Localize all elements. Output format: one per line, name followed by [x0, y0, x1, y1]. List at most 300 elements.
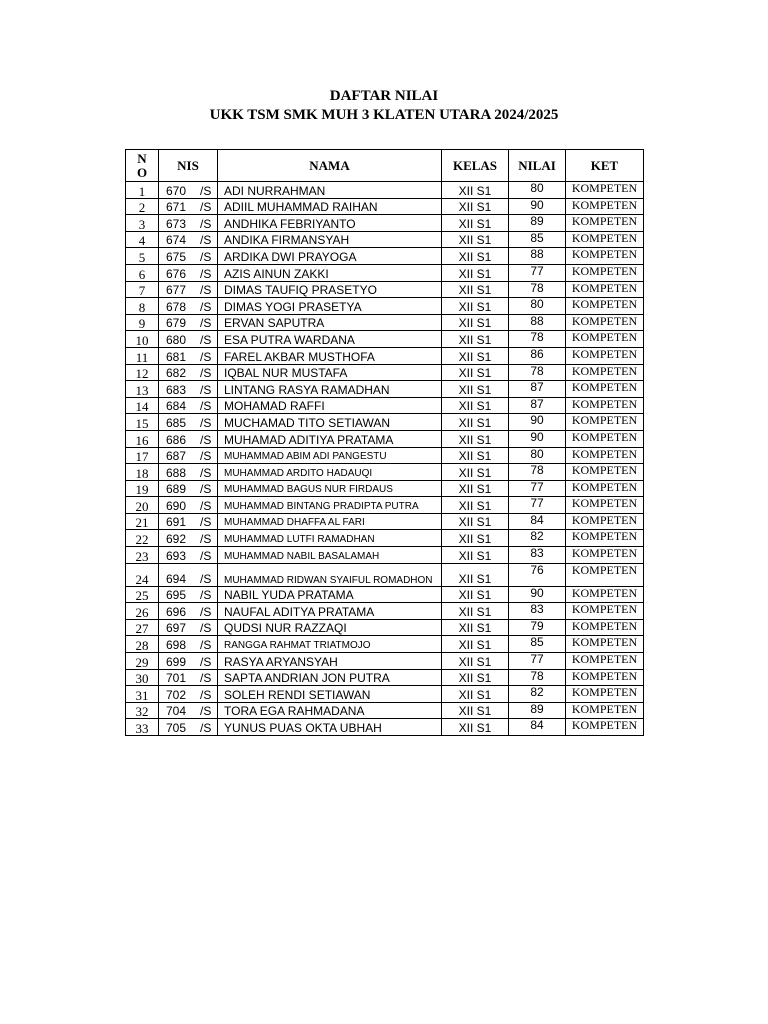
cell-nis [159, 381, 218, 398]
cell-kelas: XII S1 [442, 619, 509, 636]
cell-nilai: 82 [509, 686, 566, 703]
cell-no: 18 [126, 464, 159, 481]
cell-ket: KOMPETEN [566, 563, 644, 586]
cell-kelas: XII S1 [442, 563, 509, 586]
cell-no: 29 [126, 653, 159, 670]
cell-ket: KOMPETEN [566, 497, 644, 514]
cell-nilai: 88 [509, 314, 566, 331]
cell-kelas: XII S1 [442, 636, 509, 653]
nis-suffix: /S [200, 548, 212, 563]
nis-number: 691 [166, 515, 187, 530]
cell-nis [159, 447, 218, 464]
cell-kelas: XII S1 [442, 331, 509, 348]
cell-kelas: XII S1 [442, 464, 509, 481]
nis-number: 676 [166, 266, 187, 281]
cell-no: 16 [126, 430, 159, 447]
document-subtitle: UKK TSM SMK MUH 3 KLATEN UTARA 2024/2025 [209, 107, 559, 123]
nis-suffix: /S [200, 604, 212, 619]
cell-nama: SAPTA ANDRIAN JON PUTRA [218, 669, 442, 686]
table-row [126, 364, 644, 381]
nis-number: 695 [166, 588, 187, 603]
table-row [126, 397, 644, 414]
nis-suffix: /S [200, 621, 212, 636]
cell-kelas: XII S1 [442, 447, 509, 464]
cell-nama: TORA EGA RAHMADANA [218, 702, 442, 719]
cell-nilai: 86 [509, 347, 566, 364]
table-body [126, 182, 644, 736]
cell-ket: KOMPETEN [566, 530, 644, 547]
table-row [126, 480, 644, 497]
cell-kelas: XII S1 [442, 182, 509, 199]
cell-nilai: 76 [509, 563, 566, 586]
cell-nis [159, 586, 218, 603]
cell-ket: KOMPETEN [566, 347, 644, 364]
cell-kelas: XII S1 [442, 314, 509, 331]
table-row [126, 464, 644, 481]
table-row [126, 381, 644, 398]
cell-no: 11 [126, 347, 159, 364]
nis-suffix: /S [200, 654, 212, 669]
cell-nis [159, 636, 218, 653]
cell-ket: KOMPETEN [566, 480, 644, 497]
nis-suffix: /S [200, 515, 212, 530]
cell-nama: SOLEH RENDI SETIAWAN [218, 686, 442, 703]
cell-kelas: XII S1 [442, 430, 509, 447]
cell-ket: KOMPETEN [566, 264, 644, 281]
cell-ket: KOMPETEN [566, 231, 644, 248]
cell-nis [159, 619, 218, 636]
cell-no: 21 [126, 513, 159, 530]
cell-nis [159, 669, 218, 686]
nis-number: 701 [166, 671, 187, 686]
cell-ket: KOMPETEN [566, 702, 644, 719]
cell-nama: ADIIL MUHAMMAD RAIHAN [218, 198, 442, 215]
cell-kelas: XII S1 [442, 298, 509, 315]
cell-nama: DIMAS YOGI PRASETYA [218, 298, 442, 315]
cell-ket: KOMPETEN [566, 513, 644, 530]
nis-suffix: /S [200, 266, 212, 281]
cell-ket: KOMPETEN [566, 653, 644, 670]
nis-number: 702 [166, 687, 187, 702]
nis-number: 690 [166, 498, 187, 513]
cell-kelas: XII S1 [442, 686, 509, 703]
cell-nilai: 78 [509, 281, 566, 298]
cell-kelas: XII S1 [442, 215, 509, 232]
nis-suffix: /S [200, 571, 212, 586]
cell-nis [159, 347, 218, 364]
cell-no: 24 [126, 563, 159, 586]
cell-kelas: XII S1 [442, 530, 509, 547]
cell-no: 5 [126, 248, 159, 265]
nis-number: 675 [166, 249, 187, 264]
nis-suffix: /S [200, 721, 212, 735]
nis-number: 693 [166, 548, 187, 563]
nis-number: 681 [166, 349, 187, 364]
nis-number: 671 [166, 200, 187, 215]
cell-nis [159, 530, 218, 547]
cell-nis [159, 603, 218, 620]
cell-nilai: 89 [509, 215, 566, 232]
cell-nilai: 77 [509, 264, 566, 281]
nis-suffix: /S [200, 498, 212, 513]
cell-nilai: 78 [509, 669, 566, 686]
cell-nilai: 90 [509, 414, 566, 431]
cell-nilai: 89 [509, 702, 566, 719]
nis-number: 689 [166, 482, 187, 497]
cell-ket: KOMPETEN [566, 686, 644, 703]
cell-kelas: XII S1 [442, 702, 509, 719]
cell-nis [159, 231, 218, 248]
cell-kelas: XII S1 [442, 364, 509, 381]
cell-ket: KOMPETEN [566, 603, 644, 620]
cell-nama: ERVAN SAPUTRA [218, 314, 442, 331]
header-no [126, 150, 159, 182]
nis-suffix: /S [200, 316, 212, 331]
cell-nilai: 87 [509, 397, 566, 414]
nis-suffix: /S [200, 704, 212, 719]
nis-suffix: /S [200, 588, 212, 603]
table-row [126, 586, 644, 603]
cell-nilai: 84 [509, 513, 566, 530]
header-kelas: KELAS [442, 150, 509, 182]
cell-nama: MUHAMAD ADITIYA PRATAMA [218, 430, 442, 447]
cell-nilai: 84 [509, 719, 566, 736]
cell-ket: KOMPETEN [566, 447, 644, 464]
cell-ket: KOMPETEN [566, 248, 644, 265]
cell-no: 10 [126, 331, 159, 348]
table-row [126, 563, 644, 586]
cell-nis [159, 563, 218, 586]
cell-no: 13 [126, 381, 159, 398]
table-row [126, 215, 644, 232]
cell-nama: LINTANG RASYA RAMADHAN [218, 381, 442, 398]
cell-nama: FAREL AKBAR MUSTHOFA [218, 347, 442, 364]
cell-no: 3 [126, 215, 159, 232]
cell-kelas: XII S1 [442, 397, 509, 414]
nis-suffix: /S [200, 482, 212, 497]
nis-number: 704 [166, 704, 187, 719]
nis-suffix: /S [200, 399, 212, 414]
cell-kelas: XII S1 [442, 586, 509, 603]
cell-nis [159, 480, 218, 497]
nis-number: 686 [166, 432, 187, 447]
cell-no: 8 [126, 298, 159, 315]
table-header-row [126, 150, 644, 182]
nis-number: 698 [166, 638, 187, 653]
cell-nama: ARDIKA DWI PRAYOGA [218, 248, 442, 265]
cell-kelas: XII S1 [442, 480, 509, 497]
table-row [126, 182, 644, 199]
cell-kelas: XII S1 [442, 264, 509, 281]
cell-kelas: XII S1 [442, 198, 509, 215]
table-row [126, 497, 644, 514]
cell-ket: KOMPETEN [566, 298, 644, 315]
cell-no: 28 [126, 636, 159, 653]
cell-kelas: XII S1 [442, 719, 509, 736]
header-ket: KET [566, 150, 644, 182]
nis-suffix: /S [200, 532, 212, 547]
cell-ket: KOMPETEN [566, 414, 644, 431]
cell-kelas: XII S1 [442, 653, 509, 670]
cell-no: 2 [126, 198, 159, 215]
cell-nis [159, 719, 218, 736]
table-row [126, 686, 644, 703]
cell-kelas: XII S1 [442, 513, 509, 530]
cell-ket: KOMPETEN [566, 586, 644, 603]
cell-no: 1 [126, 182, 159, 199]
cell-nama: RASYA ARYANSYAH [218, 653, 442, 670]
cell-ket: KOMPETEN [566, 430, 644, 447]
nis-number: 684 [166, 399, 187, 414]
table-row [126, 331, 644, 348]
cell-nilai: 83 [509, 603, 566, 620]
nis-number: 670 [166, 183, 187, 198]
nis-suffix: /S [200, 283, 212, 298]
cell-nilai: 90 [509, 586, 566, 603]
cell-nilai: 85 [509, 231, 566, 248]
cell-nis [159, 547, 218, 564]
nis-suffix: /S [200, 382, 212, 397]
cell-kelas: XII S1 [442, 547, 509, 564]
cell-ket: KOMPETEN [566, 215, 644, 232]
table-row [126, 447, 644, 464]
cell-kelas: XII S1 [442, 347, 509, 364]
table-row [126, 198, 644, 215]
cell-nama: IQBAL NUR MUSTAFA [218, 364, 442, 381]
cell-nilai: 79 [509, 619, 566, 636]
cell-no: 14 [126, 397, 159, 414]
nis-number: 677 [166, 283, 187, 298]
nis-suffix: /S [200, 687, 212, 702]
table-row [126, 702, 644, 719]
nis-suffix: /S [200, 449, 212, 464]
table-row [126, 530, 644, 547]
nis-suffix: /S [200, 233, 212, 248]
cell-kelas: XII S1 [442, 281, 509, 298]
cell-nis [159, 414, 218, 431]
cell-nilai: 77 [509, 480, 566, 497]
nis-number: 682 [166, 366, 187, 381]
table-row [126, 430, 644, 447]
cell-no: 25 [126, 586, 159, 603]
cell-nilai: 87 [509, 381, 566, 398]
table-row [126, 264, 644, 281]
cell-nama: MUHAMMAD ABIM ADI PANGESTU [218, 447, 442, 464]
cell-nis [159, 702, 218, 719]
nis-suffix: /S [200, 183, 212, 198]
nis-suffix: /S [200, 299, 212, 314]
cell-nilai: 82 [509, 530, 566, 547]
table-row [126, 314, 644, 331]
cell-nis [159, 364, 218, 381]
nis-suffix: /S [200, 200, 212, 215]
cell-nis [159, 513, 218, 530]
cell-no: 6 [126, 264, 159, 281]
cell-nilai: 90 [509, 198, 566, 215]
nis-number: 699 [166, 654, 187, 669]
cell-nama: MOHAMAD RAFFI [218, 397, 442, 414]
cell-ket: KOMPETEN [566, 182, 644, 199]
cell-no: 9 [126, 314, 159, 331]
cell-nama: MUHAMMAD RIDWAN SYAIFUL ROMADHON [218, 563, 442, 586]
nis-number: 692 [166, 532, 187, 547]
cell-ket: KOMPETEN [566, 281, 644, 298]
cell-nama: NAUFAL ADITYA PRATAMA [218, 603, 442, 620]
cell-kelas: XII S1 [442, 603, 509, 620]
cell-nis [159, 430, 218, 447]
cell-nama: MUHAMMAD ARDITO HADAUQI [218, 464, 442, 481]
cell-ket: KOMPETEN [566, 381, 644, 398]
cell-nis [159, 331, 218, 348]
cell-nis [159, 198, 218, 215]
header-no-label: N O [136, 150, 148, 180]
cell-ket: KOMPETEN [566, 619, 644, 636]
cell-nilai: 80 [509, 182, 566, 199]
cell-no: 31 [126, 686, 159, 703]
cell-kelas: XII S1 [442, 497, 509, 514]
cell-ket: KOMPETEN [566, 719, 644, 736]
cell-no: 30 [126, 669, 159, 686]
cell-nilai: 77 [509, 497, 566, 514]
nis-number: 679 [166, 316, 187, 331]
cell-nis [159, 215, 218, 232]
cell-nama: ADI NURRAHMAN [218, 182, 442, 199]
cell-no: 4 [126, 231, 159, 248]
cell-no: 17 [126, 447, 159, 464]
nis-suffix: /S [200, 465, 212, 480]
cell-no: 26 [126, 603, 159, 620]
cell-nama: MUHAMMAD DHAFFA AL FARI [218, 513, 442, 530]
cell-nama: RANGGA RAHMAT TRIATMOJO [218, 636, 442, 653]
cell-no: 15 [126, 414, 159, 431]
table-row [126, 248, 644, 265]
nis-suffix: /S [200, 249, 212, 264]
cell-kelas: XII S1 [442, 381, 509, 398]
cell-nama: MUCHAMAD TITO SETIAWAN [218, 414, 442, 431]
cell-ket: KOMPETEN [566, 198, 644, 215]
nis-suffix: /S [200, 432, 212, 447]
cell-no: 12 [126, 364, 159, 381]
cell-nilai: 90 [509, 430, 566, 447]
document-title: DAFTAR NILAI [329, 88, 439, 104]
nis-number: 694 [166, 571, 187, 586]
nis-suffix: /S [200, 366, 212, 381]
table-row [126, 653, 644, 670]
cell-nilai: 88 [509, 248, 566, 265]
cell-nama: MUHAMMAD NABIL BASALAMAH [218, 547, 442, 564]
table-row [126, 298, 644, 315]
cell-kelas: XII S1 [442, 669, 509, 686]
cell-nama: DIMAS TAUFIQ PRASETYO [218, 281, 442, 298]
cell-nis [159, 248, 218, 265]
nis-number: 687 [166, 449, 187, 464]
table-row [126, 231, 644, 248]
cell-no: 7 [126, 281, 159, 298]
header-nama: NAMA [218, 150, 442, 182]
cell-ket: KOMPETEN [566, 397, 644, 414]
cell-nis [159, 653, 218, 670]
nis-number: 683 [166, 382, 187, 397]
nis-suffix: /S [200, 349, 212, 364]
cell-nama: QUDSI NUR RAZZAQI [218, 619, 442, 636]
nis-suffix: /S [200, 671, 212, 686]
cell-nama: MUHAMMAD LUTFI RAMADHAN [218, 530, 442, 547]
cell-nilai: 80 [509, 298, 566, 315]
cell-no: 27 [126, 619, 159, 636]
cell-nilai: 78 [509, 364, 566, 381]
cell-no: 22 [126, 530, 159, 547]
table-row [126, 719, 644, 736]
cell-nis [159, 298, 218, 315]
cell-nis [159, 314, 218, 331]
cell-ket: KOMPETEN [566, 331, 644, 348]
cell-nis [159, 182, 218, 199]
table-row [126, 547, 644, 564]
cell-no: 33 [126, 719, 159, 736]
cell-nilai: 85 [509, 636, 566, 653]
table-row [126, 347, 644, 364]
nis-number: 696 [166, 604, 187, 619]
cell-nis [159, 464, 218, 481]
nis-number: 680 [166, 332, 187, 347]
cell-nama: ANDIKA FIRMANSYAH [218, 231, 442, 248]
cell-nis [159, 397, 218, 414]
cell-nis [159, 264, 218, 281]
cell-nis [159, 497, 218, 514]
cell-ket: KOMPETEN [566, 669, 644, 686]
header-nilai: NILAI [509, 150, 566, 182]
nis-suffix: /S [200, 332, 212, 347]
cell-nama: ANDHIKA FEBRIYANTO [218, 215, 442, 232]
nis-number: 674 [166, 233, 187, 248]
cell-ket: KOMPETEN [566, 364, 644, 381]
cell-no: 23 [126, 547, 159, 564]
cell-nama: MUHAMMAD BINTANG PRADIPTA PUTRA [218, 497, 442, 514]
header-nis: NIS [159, 150, 218, 182]
cell-no: 20 [126, 497, 159, 514]
table-row [126, 603, 644, 620]
nis-suffix: /S [200, 216, 212, 231]
cell-kelas: XII S1 [442, 231, 509, 248]
table-row [126, 414, 644, 431]
cell-nilai: 78 [509, 464, 566, 481]
cell-ket: KOMPETEN [566, 636, 644, 653]
nis-number: 678 [166, 299, 187, 314]
nis-suffix: /S [200, 415, 212, 430]
table-row [126, 513, 644, 530]
nis-number: 673 [166, 216, 187, 231]
nis-number: 685 [166, 415, 187, 430]
cell-nama: AZIS AINUN ZAKKI [218, 264, 442, 281]
cell-nama: MUHAMMAD BAGUS NUR FIRDAUS [218, 480, 442, 497]
table-row [126, 619, 644, 636]
cell-nilai: 78 [509, 331, 566, 348]
cell-ket: KOMPETEN [566, 547, 644, 564]
table-row [126, 281, 644, 298]
grades-table [125, 149, 644, 736]
cell-kelas: XII S1 [442, 414, 509, 431]
cell-nis [159, 686, 218, 703]
cell-nilai: 80 [509, 447, 566, 464]
nis-number: 697 [166, 621, 187, 636]
cell-nis [159, 281, 218, 298]
nis-suffix: /S [200, 638, 212, 653]
nis-number: 688 [166, 465, 187, 480]
cell-no: 32 [126, 702, 159, 719]
cell-no: 19 [126, 480, 159, 497]
cell-nilai: 77 [509, 653, 566, 670]
cell-nama: YUNUS PUAS OKTA UBHAH [218, 719, 442, 736]
